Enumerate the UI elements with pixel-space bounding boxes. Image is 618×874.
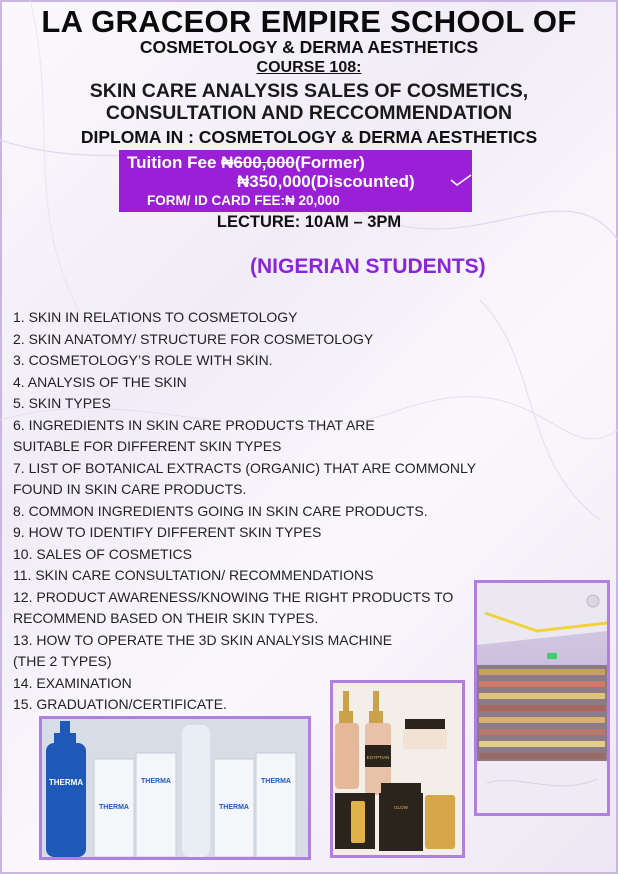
tuition-row (127, 153, 365, 173)
jar-label: EGYPTIAN (366, 755, 390, 760)
course-code: COURSE 108: (256, 59, 362, 76)
brand-label-4: THERMA (219, 804, 249, 811)
list-item: SUITABLE FOR DIFFERENT SKIN TYPES (13, 438, 282, 454)
discounted-amount: ₦350,000(Discounted) (237, 172, 415, 191)
list-item: 12. PRODUCT AWARENESS/KNOWING THE RIGHT PRODUCTS TO (13, 588, 454, 605)
diploma-title: DIPLOMA IN : COSMETOLOGY & DERMA AESTHETICS (80, 127, 538, 147)
brand-label-3: THERMA (141, 778, 171, 785)
lecture-time: LECTURE: 10AM – 3PM (216, 213, 402, 231)
skincare-jars-photo (330, 680, 465, 858)
list-item: 9. HOW TO IDENTIFY DIFFERENT SKIN TYPES (13, 524, 322, 540)
course-title-line2: CONSULTATION AND RECCOMMENDATION (105, 102, 513, 124)
list-item: (THE 2 TYPES) (13, 653, 112, 669)
brand-label-1: THERMA (48, 778, 84, 787)
school-name: LA GRACEOR EMPIRE SCHOOL OF (41, 4, 577, 39)
school-subtitle: COSMETOLOGY & DERMA AESTHETICS (139, 37, 479, 57)
list-item: 10. SALES OF COSMETICS (13, 545, 192, 562)
curriculum-list (13, 307, 493, 716)
therma-products-photo (39, 716, 311, 860)
jars-illustration (333, 683, 462, 855)
list-item: 1. SKIN IN RELATIONS TO COSMETOLOGY (13, 309, 298, 325)
list-item: 6. INGREDIENTS IN SKIN CARE PRODUCTS THAT ARE (13, 416, 375, 433)
course-title (0, 80, 618, 124)
store-illustration (477, 583, 607, 813)
form-fee: FORM/ ID CARD FEE:₦ 20,000 (147, 193, 340, 208)
fee-box (119, 150, 472, 212)
course-title-line1: SKIN CARE ANALYSIS SALES OF COSMETICS, (89, 80, 529, 102)
former-amount: ₦600,000 (221, 153, 295, 172)
list-item: FOUND IN SKIN CARE PRODUCTS. (13, 481, 247, 497)
list-item: RECOMMEND BASED ON THEIR SKIN TYPES. (13, 610, 319, 626)
list-item: 14. EXAMINATION (13, 674, 132, 691)
brand-label-5: THERMA (261, 778, 291, 785)
checkmark-icon (450, 173, 472, 187)
list-item: 8. COMMON INGREDIENTS GOING IN SKIN CARE PRODUCTS. (13, 502, 428, 519)
list-item: 13. HOW TO OPERATE THE 3D SKIN ANALYSIS MACHINE (13, 631, 393, 648)
list-item: 3. COSMETOLOGY’S ROLE WITH SKIN. (13, 352, 273, 368)
store-interior-photo (474, 580, 610, 816)
jar-label-2: GLOW (394, 805, 408, 810)
list-item: 7. LIST OF BOTANICAL EXTRACTS (ORGANIC) THAT ARE COMMONLY (13, 459, 477, 476)
brand-label-2: THERMA (99, 804, 129, 811)
former-note: (Former) (294, 153, 365, 172)
tuition-label: Tuition Fee (127, 153, 222, 172)
list-item: 15. GRADUATION/CERTIFICATE. (13, 696, 227, 712)
list-item: 4. ANALYSIS OF THE SKIN (13, 373, 187, 390)
list-item: 11. SKIN CARE CONSULTATION/ RECOMMENDATIONS (13, 567, 374, 583)
list-item: 5. SKIN TYPES (13, 395, 111, 411)
audience-heading: (NIGERIAN STUDENTS) (250, 255, 486, 278)
list-item: 2. SKIN ANATOMY/ STRUCTURE FOR COSMETOLOGY (13, 330, 374, 347)
bottles-illustration (42, 719, 308, 857)
